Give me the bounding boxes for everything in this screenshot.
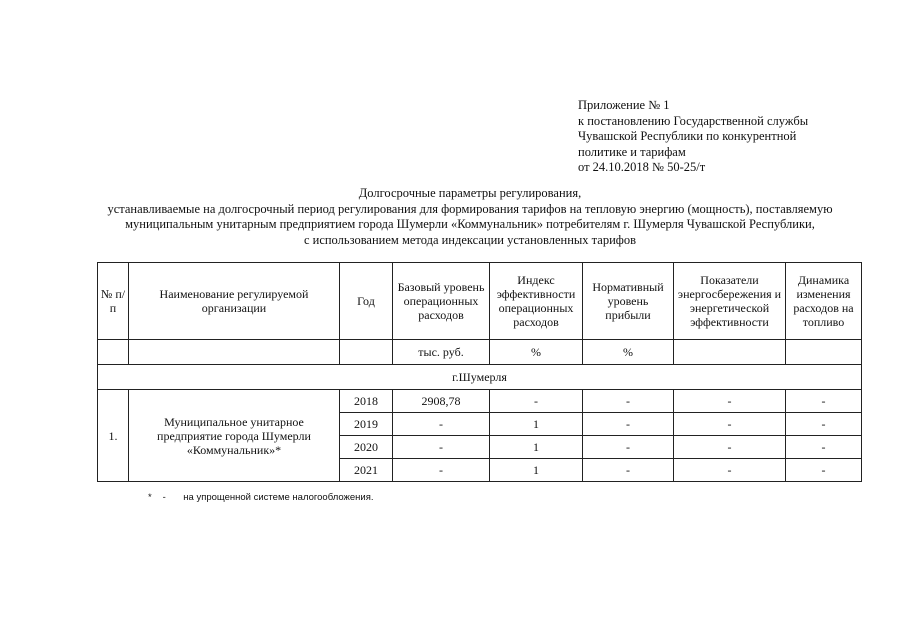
cell-profit: - (583, 390, 674, 413)
units-empty (98, 340, 129, 365)
section-label: г.Шумерля (98, 365, 862, 390)
cell-base: - (393, 436, 490, 459)
header-fuel: Динамика изменения расходов на топливо (786, 263, 862, 340)
document-title (0, 186, 903, 248)
cell-index: 1 (490, 436, 583, 459)
header-org: Наименование регулируемой организации (129, 263, 340, 340)
table-row (98, 390, 862, 413)
header-num: № п/п (98, 263, 129, 340)
cell-base: 2908,78 (393, 390, 490, 413)
title-line: устанавливаемые на долгосрочный период регулирования для формирования тарифов на тепловую энергию (мощность), поставляемую (107, 201, 833, 216)
title-line: Долгосрочные параметры регулирования, (358, 186, 582, 200)
section-row (98, 365, 862, 390)
header-index: Индекс эффективности операционных расходов (490, 263, 583, 340)
footnote-dash: - (162, 492, 166, 503)
cell-energy: - (674, 436, 786, 459)
appendix-line: Приложение № 1 (578, 98, 670, 112)
units-empty (674, 340, 786, 365)
header-energy: Показатели энергосбережения и энергетической эффективности (674, 263, 786, 340)
unit-base: тыс. руб. (393, 340, 490, 365)
cell-profit: - (583, 413, 674, 436)
cell-year: 2019 (340, 413, 393, 436)
cell-profit: - (583, 459, 674, 482)
org-num: 1. (98, 390, 129, 482)
units-empty (786, 340, 862, 365)
cell-year: 2018 (340, 390, 393, 413)
cell-index: 1 (490, 459, 583, 482)
cell-index: - (490, 390, 583, 413)
appendix-block (578, 98, 808, 176)
footnote-star: * (148, 492, 152, 503)
header-row (98, 263, 862, 340)
appendix-line: от 24.10.2018 № 50-25/т (578, 160, 706, 174)
cell-year: 2021 (340, 459, 393, 482)
header-year: Год (340, 263, 393, 340)
cell-base: - (393, 413, 490, 436)
unit-index: % (490, 340, 583, 365)
appendix-line: политике и тарифам (578, 144, 686, 159)
unit-profit: % (583, 340, 674, 365)
cell-energy: - (674, 390, 786, 413)
parameters-table (97, 262, 862, 482)
header-base: Базовый уровень операционных расходов (393, 263, 490, 340)
units-row (98, 340, 862, 365)
cell-profit: - (583, 436, 674, 459)
cell-base: - (393, 459, 490, 482)
cell-index: 1 (490, 413, 583, 436)
header-profit: Нормативный уровень прибыли (583, 263, 674, 340)
units-empty (340, 340, 393, 365)
cell-fuel: - (786, 459, 862, 482)
cell-year: 2020 (340, 436, 393, 459)
org-name: Муниципальное унитарное предприятие города Шумерли «Коммунальник»* (129, 390, 340, 482)
units-empty (129, 340, 340, 365)
footnote-text: на упрощенной системе налогообложения. (183, 492, 374, 503)
cell-fuel: - (786, 436, 862, 459)
appendix-line: к постановлению Государственной службы (578, 113, 809, 128)
cell-energy: - (674, 459, 786, 482)
appendix-line: Чувашской Республики по конкурентной (578, 129, 797, 143)
footnote (148, 492, 374, 503)
cell-fuel: - (786, 413, 862, 436)
cell-fuel: - (786, 390, 862, 413)
title-line: с использованием метода индексации установленных тарифов (303, 232, 637, 247)
title-line: муниципальным унитарным предприятием города Шумерли «Коммунальник» потребителям г. Шумерля Чувашской Республики, (125, 217, 815, 231)
cell-energy: - (674, 413, 786, 436)
